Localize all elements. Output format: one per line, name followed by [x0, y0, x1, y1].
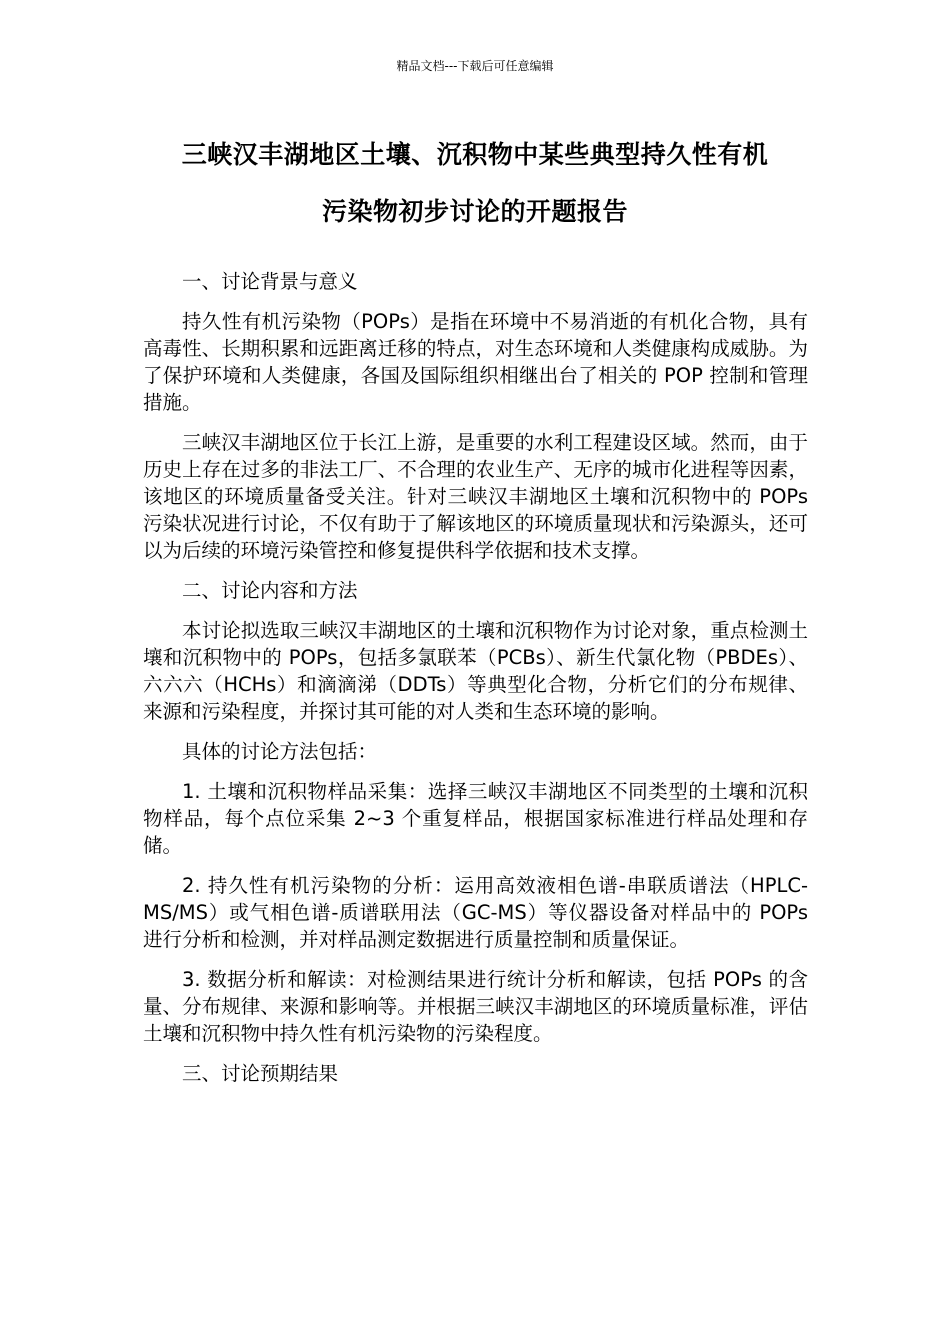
- section-heading-expected-results: 三、讨论预期结果: [182, 1062, 339, 1085]
- paragraph-methods-intro: 具体的讨论方法包括：: [182, 740, 378, 763]
- section-heading-background: 一、讨论背景与意义: [182, 270, 358, 293]
- list-item-data-interpretation: 3. 数据分析和解读：对检测结果进行统计分析和解读，包括 POPs 的含量、分布规律、来源和影响等。并根据三峡汉丰湖地区的环境质量标准，评估土壤和沉积物中持久性有机污染物的污染程度。: [143, 968, 808, 1045]
- section-heading-content-methods: 二、讨论内容和方法: [182, 579, 358, 602]
- list-item-analysis: 2. 持久性有机污染物的分析：运用高效液相色谱-串联质谱法（HPLC-MS/MS）或气相色谱-质谱联用法（GC-MS）等仪器设备对样品中的 POPs 进行分析和检测，并对样品测定数据进行质量控制和质量保证。: [143, 874, 808, 951]
- document-title-line-2: 污染物初步讨论的开题报告: [321, 197, 628, 226]
- paragraph-study-area: 三峡汉丰湖地区位于长江上游，是重要的水利工程建设区域。然而，由于历史上存在过多的非法工厂、不合理的农业生产、无序的城市化进程等因素，该地区的环境质量备受关注。针对三峡汉丰湖地区土壤和沉积物中的 POPs 污染状况进行讨论，不仅有助于了解该地区的环境质量现状和污染源头，还可以为后续的环境污染管控和修复提供科学依据和技术支撑。: [143, 431, 808, 562]
- paragraph-study-content: 本讨论拟选取三峡汉丰湖地区的土壤和沉积物作为讨论对象，重点检测土壤和沉积物中的 POPs，包括多氯联苯（PCBs）、新生代氯化物（PBDEs）、六六六（HCHs）和滴滴涕（DDTs）等典型化合物，分析它们的分布规律、来源和污染程度，并探讨其可能的对人类和生态环境的影响。: [143, 619, 808, 723]
- paragraph-pops-definition: 持久性有机污染物（POPs）是指在环境中不易消逝的有机化合物，具有高毒性、长期积累和远距离迁移的特点，对生态环境和人类健康构成威胁。为了保护环境和人类健康，各国及国际组织相继出台了相关的 POP 控制和管理措施。: [143, 310, 808, 414]
- document-title-line-1: 三峡汉丰湖地区土壤、沉积物中某些典型持久性有机: [181, 140, 769, 169]
- header-note: 精品文档---下载后可任意编辑: [396, 59, 554, 73]
- list-item-sampling: 1. 土壤和沉积物样品采集：选择三峡汉丰湖地区不同类型的土壤和沉积物样品，每个点位采集 2~3 个重复样品，根据国家标准进行样品处理和存储。: [143, 780, 808, 857]
- document-body: [143, 268, 808, 1100]
